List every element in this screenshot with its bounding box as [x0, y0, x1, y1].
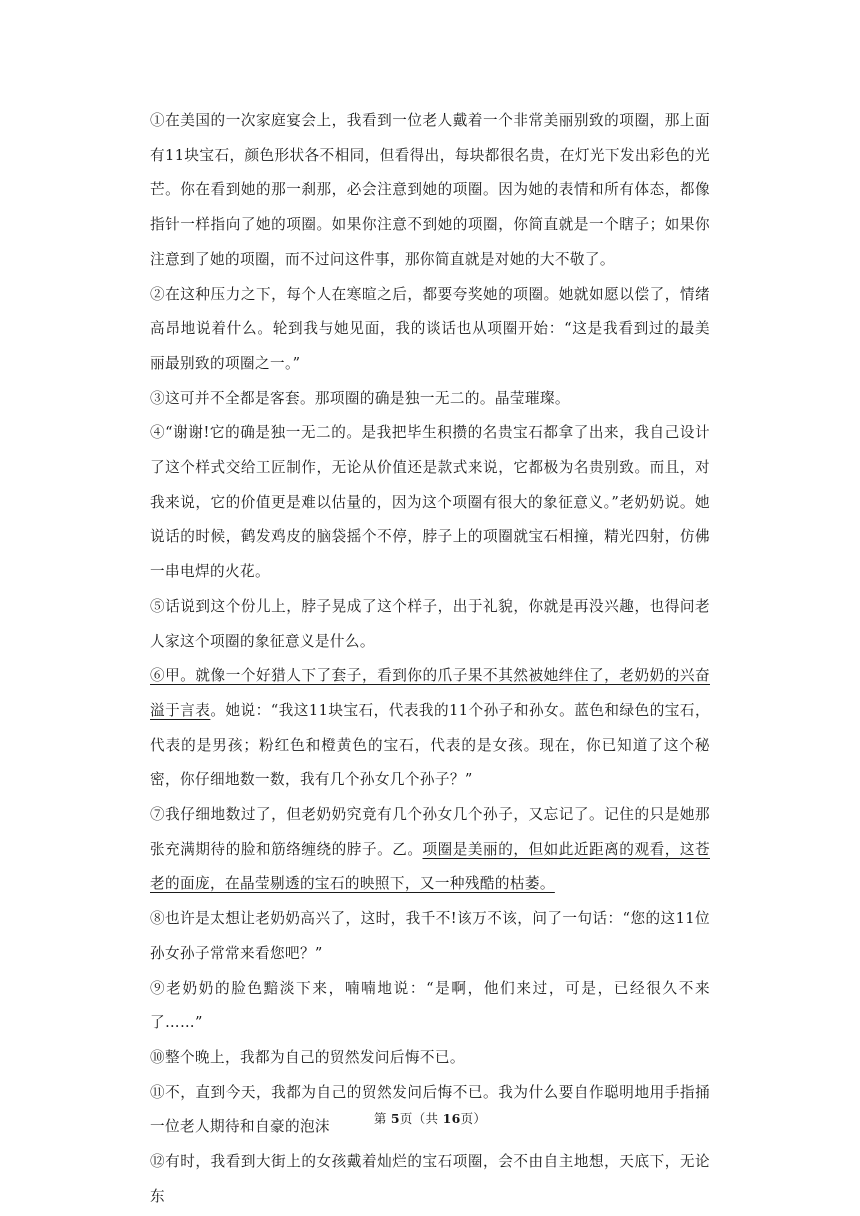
- footer-prefix: 第: [373, 1111, 391, 1126]
- paragraph-text: ⑪不，直到今天，我都为自己的贸然发问后悔不已。我为什么要自作聪明地用手指捅一位老人期待和自豪的泡沫: [150, 1083, 710, 1136]
- paragraph-text: 。她说：“我这11块宝石，代表我的11个孙子和孙女。蓝色和绿色的宝石，代表的是男孩；粉红色和橙黄色的宝石，代表的是女孩。现在，你已知道了这个秘密，你仔细地数一数，我有几个孙女几个孙子？”: [150, 701, 710, 789]
- page-footer: [0, 1109, 860, 1127]
- paragraph-4: [150, 416, 710, 590]
- paragraph-text: ⑦我仔细地数过了，但老奶奶究竟有几个孙女几个孙子，又忘记了。记住的只是她那张充满期待的脸和筋络缠绕的脖子。乙。: [150, 806, 710, 858]
- paragraph-6: [150, 659, 710, 798]
- paragraph-text: ①在美国的一次家庭宴会上，我看到一位老人戴着一个非常美丽别致的项圈，那上面有11块宝石，颜色形状各不相同，但看得出，每块都很名贵，在灯光下发出彩色的光芒。你在看到她的那一刹那，必会注意到她的项圈。因为她的表情和所有体态，都像指针一样指向了她的项圈。如果你注意不到她的项圈，你简直就是一个瞎子；如果你注意到了她的项圈，而不过问这件事，那你简直就是对她的大不敬了。: [150, 112, 710, 268]
- paragraph-text: ⑧也许是太想让老奶奶高兴了，这时，我千不!该万不该，问了一句话：“您的这11位孙女孙子常常来看您吧？”: [150, 910, 710, 962]
- footer-page-number: 5: [390, 1111, 400, 1126]
- footer-suffix: 页）: [460, 1111, 487, 1126]
- footer-middle: 页（共: [399, 1111, 443, 1126]
- paragraph-text: ⑨老奶奶的脸色黯淡下来，喃喃地说：“是啊，他们来过，可是，已经很久不来了……”: [150, 979, 710, 1032]
- paragraph-text: ④“谢谢!它的确是独一无二的。是我把毕生积攒的名贵宝石都拿了出来，我自己设计了这个样式交给工匠制作，无论从价值还是款式来说，它都极为名贵别致。而且，对我来说，它的价值更是难以估量的，因为这个项圈有很大的象征意义。”老奶奶说。她说话的时候，鹤发鸡皮的脑袋摇个不停，脖子上的项圈就宝石相撞，精光四射，仿佛一串电焊的火花。: [150, 424, 710, 581]
- paragraph-10: [150, 1041, 710, 1076]
- paragraph-3: [150, 382, 710, 417]
- footer-total-pages: 16: [442, 1111, 461, 1126]
- underlined-text: ⑥甲。就像一个好猎人下了套子，看到你的爪子果不其然被她绊住了，老奶奶的兴奋溢于言表: [150, 667, 710, 719]
- paragraph-12: [150, 1145, 710, 1214]
- underlined-text: 项圈是美丽的，但如此近距离的观看，这苍老的面庞，在晶莹剔透的宝石的映照下，又一种残酷的枯萎。: [150, 840, 710, 893]
- paragraph-8: [150, 902, 710, 971]
- paragraph-text: ⑩整个晚上，我都为自己的贸然发问后悔不已。: [150, 1048, 465, 1066]
- paragraph-9: [150, 972, 710, 1041]
- paragraph-text: ②在这种压力之下，每个人在寒暄之后，都要夸奖她的项圈。她就如愿以偿了，情绪高昂地说着什么。轮到我与她见面，我的谈话也从项圈开始：“这是我看到过的最美丽最别致的项圈之一。”: [150, 285, 710, 372]
- paragraph-1: [150, 104, 710, 278]
- document-body: [150, 104, 710, 1215]
- paragraph-text: ⑤话说到这个份儿上，脖子晃成了这个样子，出于礼貌，你就是再没兴趣，也得问老人家这个项圈的象征意义是什么。: [150, 597, 710, 650]
- paragraph-2: [150, 278, 710, 382]
- paragraph-5: [150, 590, 710, 659]
- paragraph-text: ③这可并不全都是客套。那项圈的确是独一无二的。晶莹璀璨。: [150, 389, 570, 407]
- paragraph-7: [150, 798, 710, 902]
- paragraph-text: ⑫有时，我看到大街上的女孩戴着灿烂的宝石项圈，会不由自主地想，天底下，无论东: [150, 1153, 710, 1205]
